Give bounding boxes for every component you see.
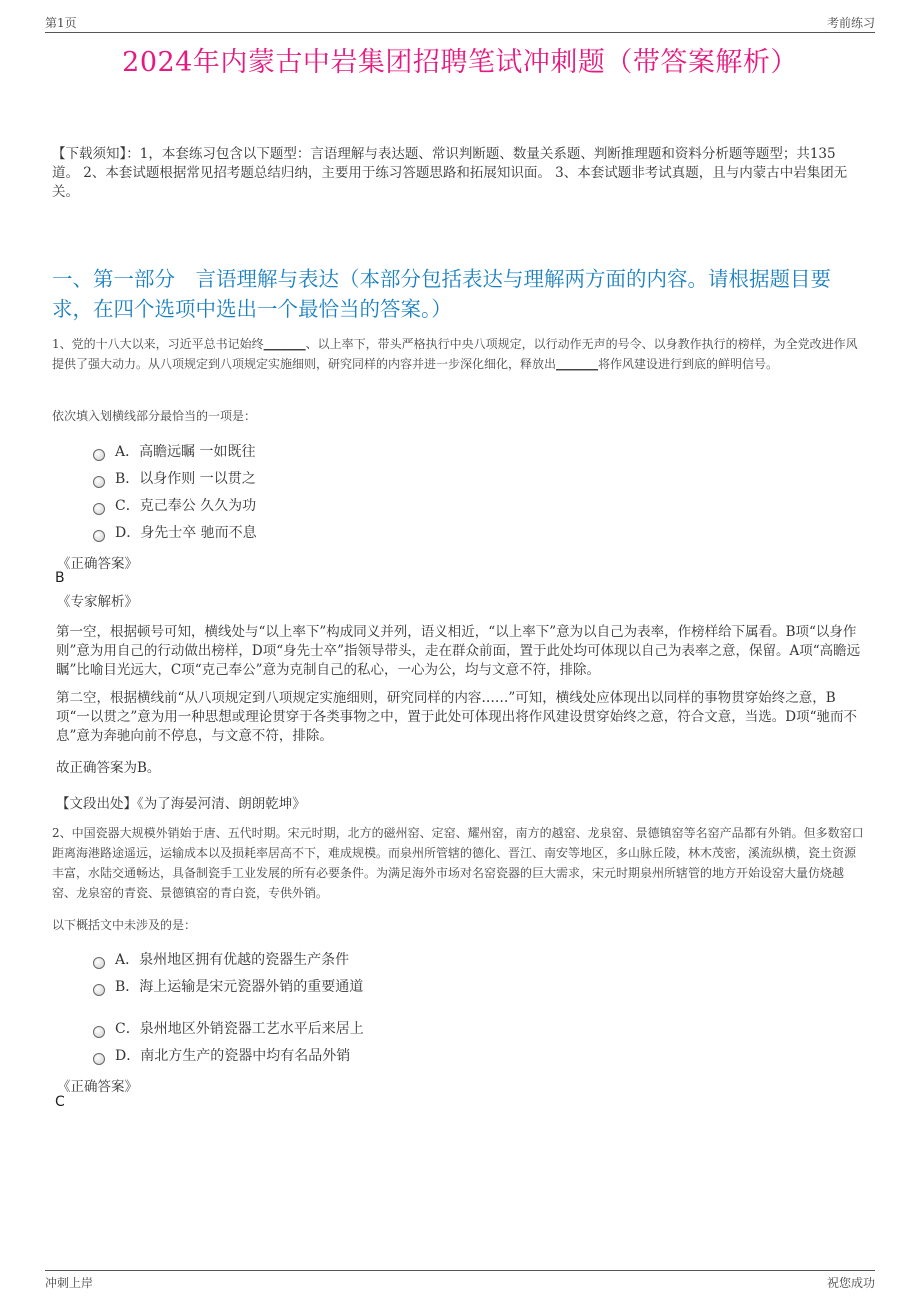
question-1-option-d[interactable]: [93, 522, 257, 542]
header-tag: 考前练习: [826, 16, 875, 30]
question-2-option-b[interactable]: [93, 976, 363, 996]
download-notice: 【下载须知】：1，本套练习包含以下题型：言语理解与表达题、常识判断题、数量关系题、判断推理题和资料分析题等题型；共135道。 2、本套试题根据常见招考题总结归纳，主要用于练习答题思路和拓展知识面。 3、本套试题非考试真题，且与内蒙古中岩集团无关。: [52, 146, 848, 200]
question-1-answer-label: 《正确答案》: [57, 556, 138, 572]
question-2-option-c[interactable]: [93, 1018, 364, 1038]
radio-icon[interactable]: [93, 984, 105, 996]
question-1-analysis-label: 《专家解析》: [57, 594, 138, 610]
option-label: D．南北方生产的瓷器中均有名品外销: [115, 1048, 351, 1064]
option-label: C．克己奉公 久久为功: [115, 498, 257, 514]
page-title: 2024年内蒙古中岩集团招聘笔试冲刺题（带答案解析）: [122, 47, 798, 78]
page-header: [45, 10, 875, 33]
question-2-answer-label: 《正确答案》: [57, 1079, 138, 1095]
page-number: 第1页: [45, 16, 77, 30]
question-2-prompt: 以下概括文中未涉及的是：: [52, 918, 197, 932]
option-label: A．泉州地区拥有优越的瓷器生产条件: [115, 952, 350, 968]
radio-icon[interactable]: [93, 449, 105, 461]
section-title: 一、第一部分 言语理解与表达（本部分包括表达与理解两方面的内容。请根据题目要求，在四个选项中选出一个最恰当的答案。）: [52, 267, 831, 321]
radio-icon[interactable]: [93, 476, 105, 488]
radio-icon[interactable]: [93, 957, 105, 969]
question-1-analysis-paragraph-2: 第二空，根据横线前“从八项规定到八项规定实施细则，研究同样的内容……”可知，横线处应体现出以同样的事物贯穿始终之意，B项“一以贯之”意为用一种思想或理论贯穿于各类事物之中，置于此处可体现出将作风建设贯穿始终之意，符合文意，当选。D项“驰而不息”意为奔驰向前不停息，与文意不符，排除。: [56, 690, 858, 744]
question-1-option-b[interactable]: [93, 468, 256, 488]
question-1-option-a[interactable]: [93, 441, 256, 461]
radio-icon[interactable]: [93, 1053, 105, 1065]
question-2-answer: C: [55, 1094, 65, 1110]
question-1-answer: B: [55, 570, 65, 586]
question-2-option-a[interactable]: [93, 949, 349, 969]
radio-icon[interactable]: [93, 530, 105, 542]
question-1-blank-2: _______: [556, 357, 599, 371]
question-1-text-part-c: 将作风建设进行到底的鲜明信号。: [598, 357, 779, 371]
option-label: D．身先士卒 驰而不息: [115, 525, 257, 541]
question-1-blank-1: _______: [263, 337, 306, 351]
option-label: B．海上运输是宋元瓷器外销的重要通道: [115, 979, 364, 995]
question-2-text: 2、中国瓷器大规模外销始于唐、五代时期。宋元时期，北方的磁州窑、定窑、耀州窑，南方的越窑、龙泉窑、景德镇窑等名窑产品都有外销。但多数窑口距离海港路途遥远，运输成本以及损耗率居高不下，难成规模。而泉州所管辖的德化、晋江、南安等地区，多山脉丘陵，林木茂密，溪流纵横，瓷土资源丰富，水陆交通畅达，具备制瓷手工业发展的所有必要条件。为满足海外市场对名窑瓷器的巨大需求，宋元时期泉州所辖管的地方开始设窑大量仿烧越窑、龙泉窑的青瓷、景德镇窑的青白瓷，专供外销。: [52, 826, 864, 900]
radio-icon[interactable]: [93, 1026, 105, 1038]
question-1-text-part-b: 、以上率下，带头严格执行中央八项规定，以行动作无声的号令、以身教作执行的榜样，为全党改进作风提供了强大动力。从八项规定到八项规定实施细则，研究同样的内容并进一步深化细化，释放出: [52, 337, 858, 371]
question-1-option-c[interactable]: [93, 495, 256, 515]
question-1-text-part-a: 1、党的十八大以来，习近平总书记始终: [52, 337, 264, 351]
option-label: C．泉州地区外销瓷器工艺水平后来居上: [115, 1021, 364, 1037]
question-1-analysis-paragraph-1: 第一空，根据顿号可知，横线处与“以上率下”构成同义并列，语义相近，“以上率下”意为以自己为表率，作榜样给下属看。B项“以身作则”意为用自己的行动做出榜样，D项“身先士卒”指领导带头，走在群众前面，置于此处均可体现以自己为表率之意，保留。A项“高瞻远瞩”比喻目光远大，C项“克己奉公”意为克制自己的私心，一心为公，均与文意不符，排除。: [56, 624, 861, 678]
question-2-option-d[interactable]: [93, 1045, 350, 1065]
option-label: B．以身作则 一以贯之: [115, 471, 256, 487]
radio-icon[interactable]: [93, 503, 105, 515]
option-label: A．高瞻远瞩 一如既往: [115, 444, 256, 460]
question-1-analysis-conclusion: 故正确答案为B。: [56, 760, 161, 776]
question-1-text: [52, 334, 867, 374]
footer-right: 祝您成功: [826, 1276, 875, 1290]
question-1-prompt: 依次填入划横线部分最恰当的一项是：: [52, 409, 257, 423]
footer-left: 冲刺上岸: [45, 1276, 94, 1290]
page-footer: [45, 1270, 875, 1293]
question-1-source: 【文段出处】《为了海晏河清、朗朗乾坤》: [56, 796, 306, 812]
